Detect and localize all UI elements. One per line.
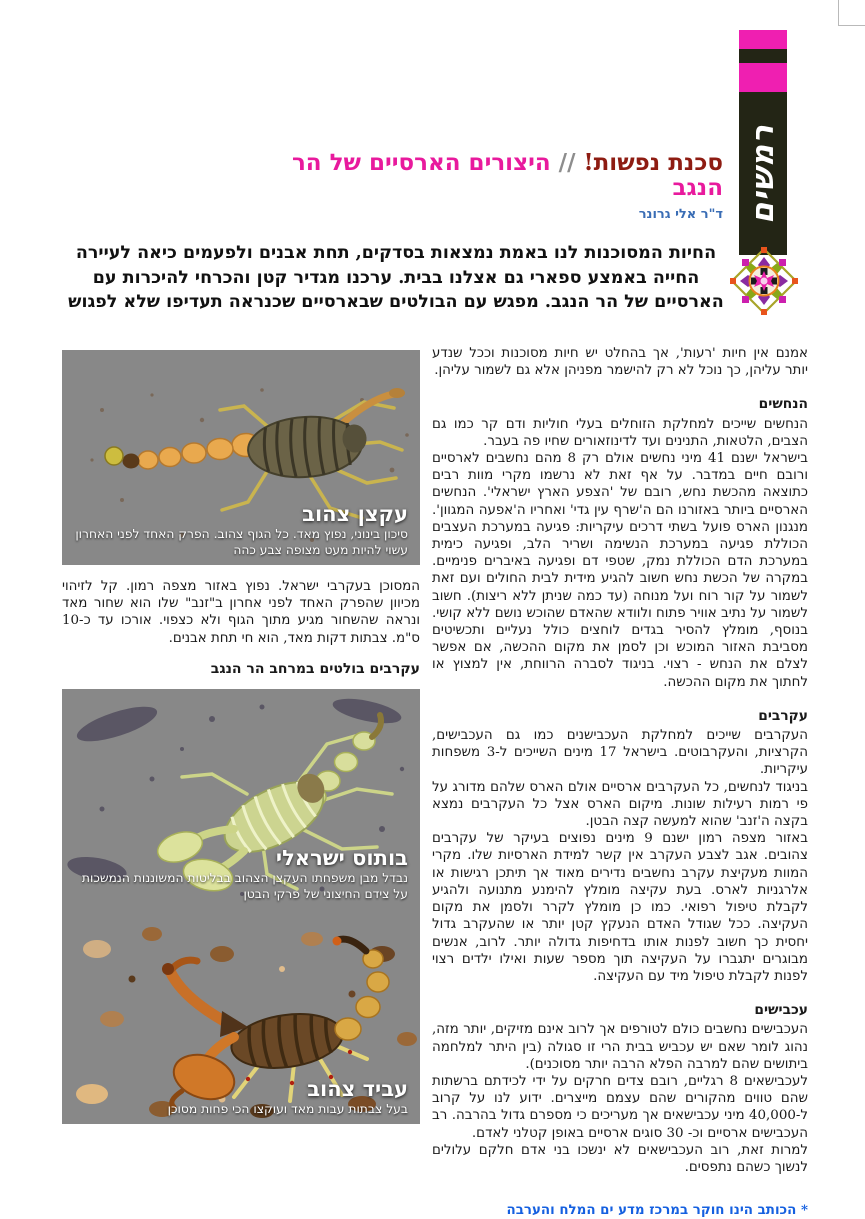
author-byline: ד"ר אלי גרונר	[638, 206, 723, 222]
photo-caption: בעל צבתות עבות מאד ועוקצו הכי פחות מסוכן	[167, 1102, 408, 1117]
banner-dark-bar	[739, 92, 787, 255]
banner-magenta-block	[739, 63, 787, 92]
article-header	[240, 150, 723, 222]
photo-column	[62, 350, 420, 1124]
banner-magenta-block	[739, 30, 787, 49]
photo-title: בותוס ישראלי	[275, 844, 408, 870]
body-paragraph: הנחשים שייכים למחלקת הזוחלים בעלי חוליות ודם קר כמו גם הצבים, הלטאות, התנינים ועד לדינוזאורים שחיו פה בעבר.	[432, 416, 808, 449]
body-paragraph: באזור מצפה רמון ישנם 9 מינים נפוצים בעיקר של עקרבים צהובים. אגב לצבע העקרב אין קשר למידת הארסיות שלו. מקרי המוות מעקיצת עקרב נחשבים נדירים מאוד אך תיתכן רגישות או אלרגניות לארס. בעת עקיצה מומלץ להימנע מתנועה ולהגיע לקבלת טיפול רפואי. כמו כן מומלץ לקרר ולסמן את מקום העקיצה. ככל שגודל האדם הנעקץ קטן יותר או שהעקרב גדול יחסית כך חשוב לפנות אותו בדחיפות גדולה יותר. לרוב, אנשים מבוגרים יתגברו על העקיצה תוך מספר שעות ואילו ילדים רצוי לפנות לקבלת טיפול מיד עם העקיצה.	[432, 831, 808, 984]
section-heading-scorpions: עקרבים	[758, 707, 808, 724]
photo-caption: נבדל מבן משפחתו העקצן הצהוב בבליטות המשוננות הנמשכות על צידם החיצוני של פרקי הבטן	[81, 871, 408, 902]
title-warning-part: סכנת נפשות!	[575, 149, 723, 176]
crop-mark-vertical	[838, 0, 839, 25]
section-heading-snakes: הנחשים	[758, 396, 808, 413]
body-paragraph: לעכבישאים 8 רגליים, רובם צדים חרקים על ידי לכידתם ברשתות שהם טווים מהקורים שהם עצמם מייצרים. ידוע לנו על קרוב ל-40,000 מיני עכבישאים אך מעריכים כי מספרם גדול בהרבה. רב העכבישים ארסיים וכ- 30 סוגים ארסיים באופן קטלני לאדם.	[432, 1073, 808, 1141]
photo-israeli-buthus-scorpion	[62, 689, 420, 909]
section-heading-spiders: עכבישים	[754, 1002, 808, 1019]
section-banner	[739, 30, 787, 255]
title-slash-separator: //	[550, 149, 576, 176]
photo-caption: סיכון בינוני, נפוץ מאד. כל הגוף צהוב. הפרק האחד לפני האחרון עשוי להיות מעט מצופה צבע כהה	[75, 527, 408, 557]
body-paragraph: בניגוד לנחשים, כל העקרבים ארסיים אולם הארס שלהם מדורג על פי רמות רעילות שונות. מיקום הארס אצל כל העקרבים נמצא בקצה ה'זנב' שהוא למעשה קצה הבטן.	[432, 779, 808, 830]
photo-caption-block	[72, 502, 408, 558]
body-paragraph: למרות זאת, רוב העכבישאים לא ינשכו בני אדם חלקם עלולים לנשוך כשהם נתפסים.	[432, 1142, 808, 1175]
banner-dark-stripe	[739, 49, 787, 63]
photo-title: עקצן צהוב	[302, 500, 408, 526]
crop-mark-horizontal	[838, 25, 865, 26]
page-title	[240, 150, 723, 201]
banner-section-label: רמשים	[745, 123, 781, 224]
mandala-ornament-icon	[730, 247, 798, 315]
photo-caption-block	[72, 846, 408, 902]
author-footnote: * הכותב הינו חוקר במרכז מדע ים המלח והערבה	[506, 1202, 808, 1219]
photo-caption-block	[72, 1077, 408, 1117]
title-subject-part: היצורים הארסיים של הר הנגב	[291, 149, 723, 202]
body-paragraph: בישראל ישנם 41 מיני נחשים אולם רק 8 מהם נחשבים לארסיים ורובם חיים במדבר. על אף זאת לא נרשמו מקרי מוות רבים כתוצאה מהכשת נחש, רובם של 'הצפע הארץ ישראלי'. הנחשים הארסיים ביותר באזורנו הם ה'שרף עין גדי' ואחריו ה'אפעה המגוון'. מנגנון הארס פועל בשתי דרכים עיקריות: פגיעה במערכת העצבים הכוללת פגיעה במערכת הנשימה ושריר הלב, ופגיעה כימית במערכת הדם הכוללת נמק, שטפי דם ופגיעה באיברים פנימיים. במקרה של הכשת נחש חשוב להגיע מידית לבית החולים ועם זאת לשמור על קור רוח ועל מנוחה (עד כמה שניתן ללא ריצות). חשוב לשמור על נתיב אוויר פתוח ולוודא שהאדם שהוכש נושם ללא קושי. בנוסף, מומלץ להסיר בגדים לוחצים כולל נעליים ותכשיטים מסביבת האזור המוכש וכן לסמן את מקום ההכשה, אם אפשר לצלם את הנחש - רצוי. בניגוד לסברה הרווחת, אין למצוץ או לחתוך את מקום ההכשה.	[432, 451, 808, 690]
body-paragraph: העקרבים שייכים למחלקת העכבישנים כמו גם העכבישים, הקרציות, והעקרבוטים. בישראל 17 מינים השייכים ל-3 משפחות עיקריות.	[432, 728, 808, 778]
body-paragraph: העכבישים נחשבים כולם לטורפים אך לרוב אינם מזיקים, יותר מזה, נהוג לומר שאם יש עכביש בבית הרי זו סגולה (בין היתר למלחמה ביתושים שהם למרבה הפלא הרבה יותר מסוכנים).	[432, 1022, 808, 1072]
scorpion-description-note: המסוכן בעקרבי ישראל. נפוץ באזור מצפה רמון. קל לזיהוי מכיוון שהפרק האחד לפני אחרון ב"זנב" שלו הוא שחור מאד ונראה שהשחור מגיע מתוך הגוף ולא כצפוי. אורכו עד כ-10 ס"מ. צבתות דקות מאד, הוא חי תחת אבנים.	[62, 579, 420, 646]
photo-yellow-fattail-scorpion	[62, 909, 420, 1124]
section-spiders	[432, 1002, 808, 1176]
opening-paragraph: אמנם אין חיות 'רעות', אך בהחלט יש חיות מסוכנות וככל שנדע יותר עליהן, כך נוכל לא רק להישמר מפניהן אלא גם לשמור עליהן.	[432, 346, 808, 379]
intro-paragraph: החיות המסוכנות לנו באמת נמצאות בסדקים, תחת אבנים ולפעמים כיאה לעיירה החייה באמצע ספארי גם אצלנו בבית. ערכנו מגדיר קטן והכרחי להיכרות עם הארסיים של הר הנגב. מפגש עם הבולטים שבארסיים שכנראה תעדיפו שלא לפגוש	[68, 243, 724, 312]
photo-yellow-stinger-scorpion	[62, 350, 420, 565]
section-scorpions	[432, 708, 808, 985]
section-snakes	[432, 396, 808, 690]
photo-title: עביד צהוב	[307, 1075, 408, 1101]
photo-column-subheading: עקרבים בולטים במרחב הר הנגב	[210, 660, 420, 677]
article-body	[432, 345, 808, 1219]
